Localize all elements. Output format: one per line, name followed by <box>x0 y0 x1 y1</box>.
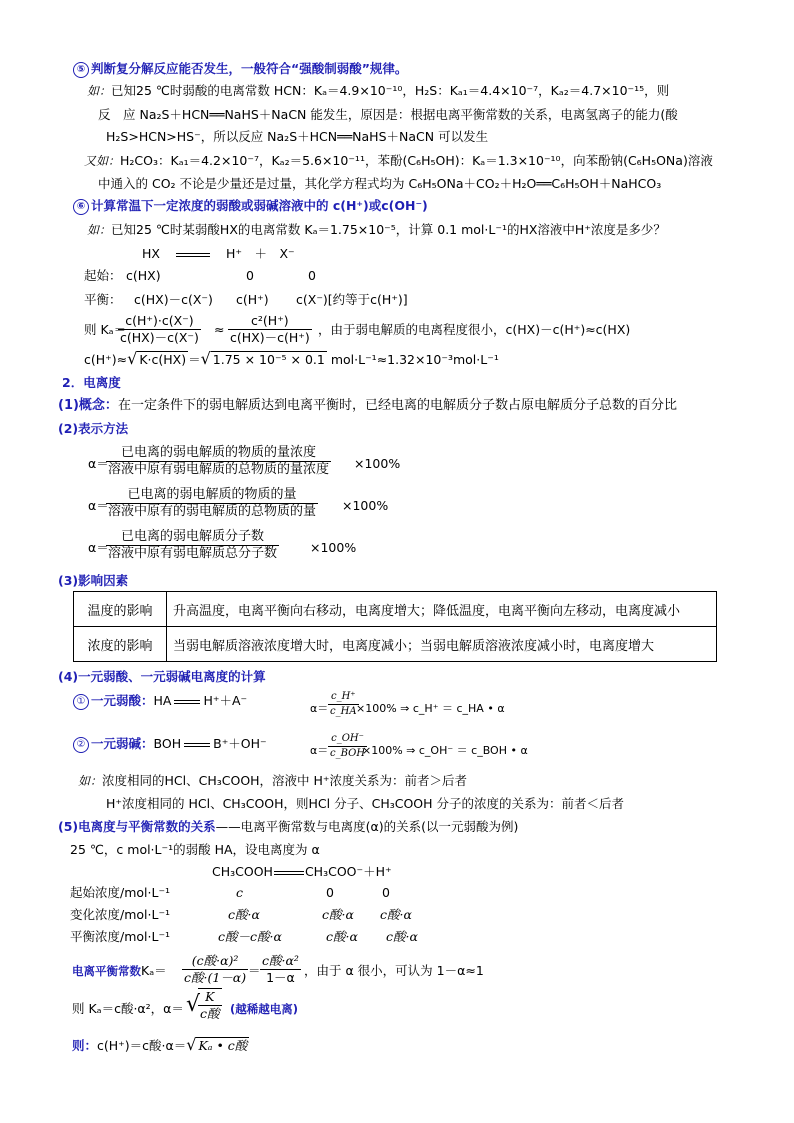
sec4-example-line1: 如：浓度相同的HCl、CH₃COOH，溶液中 H⁺浓度关系为：前者＞后者 <box>78 773 468 788</box>
sec5b-equation: CH₃COOH CH₃COO⁻＋H⁺ <box>212 864 392 879</box>
final-line: 则：c(H⁺)＝c酸·α＝√ Kₐ • c酸 <box>72 1035 248 1054</box>
alpha-fraction-3: 已电离的弱电解质分子数 溶液中原有弱电解质总分子数 <box>108 529 278 561</box>
alpha-label: α＝ <box>310 744 329 757</box>
sec2-concept: (1)概念：在一定条件下的弱电解质达到电离平衡时，已经电离的电解质分子数占原电解质分子总数的百分比 <box>58 398 677 413</box>
sec5b-heading: (5)电离度与平衡常数的关系——电离平衡常数与电离度(α)的关系(以一元弱酸为例) <box>58 819 519 834</box>
circled-number: ⑥ <box>73 199 89 215</box>
k-fraction-1: (c酸·α)² c酸·(1－α) <box>184 953 247 985</box>
sqrt-icon: √ <box>186 992 201 1017</box>
sec5-heading: ⑤ 判断复分解反应能否发生，一般符合“强酸制弱酸”规律。 <box>73 60 407 78</box>
then-note: (越稀越电离) <box>230 1002 299 1016</box>
k-line-pre: 电离平衡常数Kₐ＝ <box>72 963 167 978</box>
table-cell: 浓度的影响 <box>74 627 167 662</box>
sec5-example-line1: 如：已知25 ℃时弱酸的电离常数 HCN：Kₐ＝4.9×10⁻¹⁰，H₂S：Kₐ₁＝4.4×10⁻⁷，Kₐ₂＝4.7×10⁻¹⁵，则 <box>87 83 670 98</box>
alpha-fraction-2: 已电离的弱电解质的物质的量 溶液中原有的弱电解质的总物质的量 <box>108 487 317 519</box>
sec2-heading: 2．电离度 <box>62 375 121 390</box>
sec6-ka-post: ，由于弱电解质的电离程度很小，c(HX)－c(H⁺)≈c(HX) <box>318 322 631 337</box>
times-100: ×100% <box>354 456 401 471</box>
table-row <box>74 627 717 662</box>
sec5-example-line2: 反 应 Na₂S＋HCN══NaHS＋NaCN 能发生，原因是：根据电离平衡常数的关系，电离氢离子的能力(酸 <box>98 107 678 122</box>
sec4-example-line2: H⁺浓度相同的 HCl、CH₃COOH，则HCl 分子、CH₃COOH 分子的浓度的关系为：前者＜后者 <box>106 796 625 811</box>
equilibrium-arrow-icon <box>274 871 304 875</box>
sec4-heading: (4)一元弱酸、一元弱碱电离度的计算 <box>58 669 266 684</box>
equilibrium-arrow-icon <box>176 253 210 257</box>
approx-sign: ≈ <box>214 322 225 337</box>
table-cell: 当弱电解质溶液浓度增大时，电离度减小；当弱电解质溶液浓度减小时，电离度增大 <box>167 627 717 662</box>
sqrt-icon: √ <box>186 1035 197 1054</box>
times-100: ×100% <box>310 540 357 555</box>
circled-number: ② <box>73 737 89 753</box>
ice-row: 起始浓度/mol·L⁻¹ c 0 0 <box>70 885 390 900</box>
ka-fraction-2: $\frac{\text{c²(H⁺)}}{c(HX)-c(H^+)}$ <box>230 313 310 345</box>
sec6-example: 如：已知25 ℃时某弱酸HX的电离常数 Kₐ＝1.75×10⁻⁵，计算 0.1 mol·L⁻¹的HX溶液中H⁺浓度是多少？ <box>87 222 666 237</box>
acid-alpha-fraction: $\frac{c\_H^+}{c\_HA}$ <box>330 691 357 717</box>
sec5-example-line3: H₂S>HCN>HS⁻，所以反应 Na₂S＋HCN══NaHS＋NaCN 可以发生 <box>106 129 489 144</box>
k-fraction-2: c酸·α² 1－α <box>262 953 299 985</box>
alpha-label: α＝ <box>88 498 109 513</box>
acid-alpha-tail: ×100% ⇒ c_H⁺ ＝ c_HA • α <box>356 702 505 715</box>
base-line: ② 一元弱碱：BOH B⁺＋OH⁻ <box>73 735 267 753</box>
ice-row: 平衡浓度/mol·L⁻¹ c酸－c酸·α c酸·α c酸·α <box>70 929 418 944</box>
sec6-ka-pre: 则 Kₐ＝ <box>84 322 127 337</box>
table-row <box>74 592 717 627</box>
alpha-label: α＝ <box>88 456 109 471</box>
circled-number: ⑤ <box>73 62 89 78</box>
sec2-factors-label: (3)影响因素 <box>58 573 129 588</box>
k-line-post: ，由于 α 很小，可认为 1－α≈1 <box>304 963 484 978</box>
alpha-fraction-1: 已电离的弱电解质的物质的量浓度 溶液中原有弱电解质的总物质的量浓度 <box>108 445 330 477</box>
times-100: ×100% <box>342 498 389 513</box>
sqrt-icon: √ <box>200 349 211 368</box>
base-alpha-fraction: c_OH⁻ c_BOH <box>330 733 366 759</box>
then-line-pre: 则 Kₐ＝c酸·α²，α＝ <box>72 1001 184 1016</box>
sec6-equation: HX H⁺ ＋ X⁻ <box>142 246 295 261</box>
equilibrium-arrow-icon <box>184 743 210 747</box>
equals-sign: ＝ <box>248 963 261 978</box>
equilibrium-arrow-icon <box>174 700 200 704</box>
alpha-label: α＝ <box>88 540 109 555</box>
sec6-equilibrium-row: 平衡： c(HX)－c(X⁻) c(H⁺) c(X⁻)[约等于c(H⁺)] <box>84 292 408 307</box>
table-cell: 升高温度，电离平衡向右移动，电离度增大；降低温度，电离平衡向左移动，电离度减小 <box>167 592 717 627</box>
sec5b-intro: 25 ℃，c mol·L⁻¹的弱酸 HA，设电离度为 α <box>70 842 320 857</box>
sec6-heading: ⑥ 计算常温下一定浓度的弱酸或弱碱溶液中的 c(H⁺)或c(OH⁻) <box>73 197 428 215</box>
sec5-also-line2: 中通入的 CO₂ 不论是少量还是过量，其化学方程式均为 C₆H₅ONa＋CO₂＋H₂O══C₆H₅OH＋NaHCO₃ <box>98 176 662 191</box>
then-fraction: K c酸 <box>200 989 220 1021</box>
alpha-label: α＝ <box>310 702 329 715</box>
circled-number: ① <box>73 694 89 710</box>
ka-fraction-1: $\frac{c(H^+)\cdot c(X^-)}{c(HX)-c(X^-)}$ <box>120 313 199 345</box>
sqrt-icon: √ <box>127 349 138 368</box>
sec6-start-row: 起始： c(HX) 0 0 <box>84 268 316 283</box>
table-cell: 温度的影响 <box>74 592 167 627</box>
factors-table <box>73 591 717 662</box>
acid-line: ① 一元弱酸：HA H⁺＋A⁻ <box>73 692 247 710</box>
base-alpha-tail: ×100% ⇒ c_OH⁻ ＝ c_BOH • α <box>362 744 528 757</box>
ice-row: 变化浓度/mol·L⁻¹ c酸·α c酸·α c酸·α <box>70 907 412 922</box>
sec6-ch-line: c(H⁺)≈√ K·c(HX) ＝√ 1.75 × 10⁻⁵ × 0.1 mol·L⁻¹≈1.32×10⁻³mol·L⁻¹ <box>84 349 499 368</box>
sec2-repr-label: (2)表示方法 <box>58 421 129 436</box>
sec5-also-line1: 又如：H₂CO₃：Kₐ₁＝4.2×10⁻⁷，Kₐ₂＝5.6×10⁻¹¹，苯酚(C₆H₅OH)：Kₐ＝1.3×10⁻¹⁰，向苯酚钠(C₆H₅ONa)溶液 <box>84 153 713 168</box>
